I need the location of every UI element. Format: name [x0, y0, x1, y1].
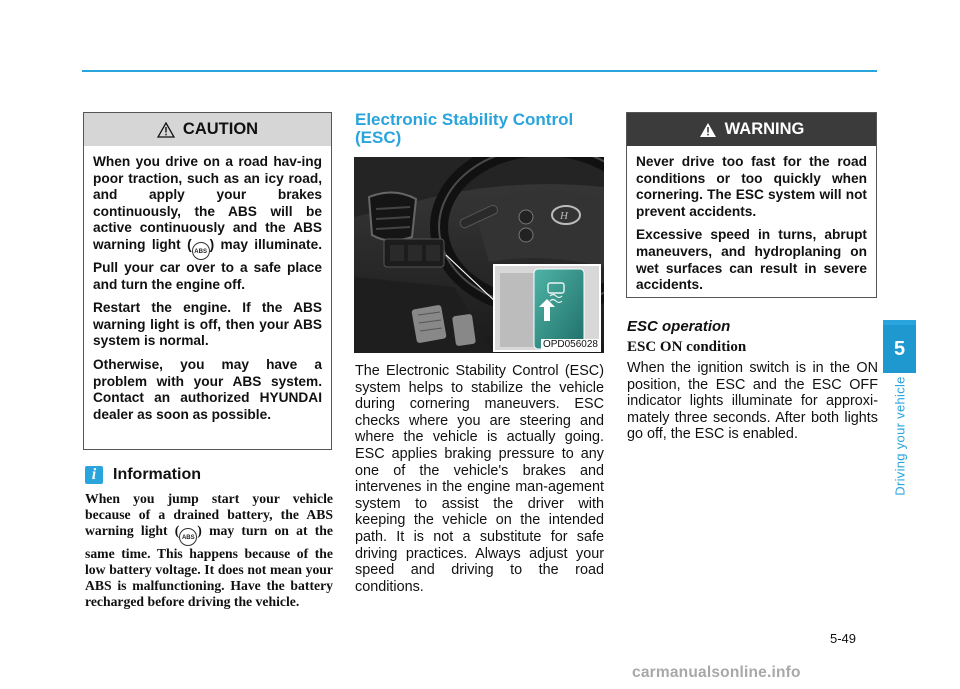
svg-text:H: H [560, 210, 568, 222]
top-divider [82, 70, 877, 72]
esc-button-photo [354, 157, 604, 353]
chapter-label: Driving your vehicle [892, 375, 907, 496]
caution-paragraph-3: Otherwise, you may have a problem with your ABS system. Contact an authorized HYUNDAI dealer as soon as possible. [93, 356, 322, 422]
information-text: When you jump start your vehicle because of a drained battery, the ABS warning light ( ABS ) may turn on at the same time. This happens because of the low battery voltage. It does not mean your ABS is malfunctioning. Have the battery recharged before driving the vehicle. [85, 491, 333, 609]
image-caption: OPD056028 [542, 339, 598, 350]
caution-title: CAUTION [182, 120, 259, 138]
warning-body [627, 146, 876, 294]
esc-operation-heading: ESC operation [627, 318, 731, 335]
chapter-side-tab [883, 320, 916, 498]
chapter-number: 5 [883, 325, 916, 373]
caution-box [83, 112, 332, 450]
warning-paragraph-2: Excessive speed in turns, abrupt maneuvers, and hydroplaning on wet surfaces can result in severe accidents. [636, 227, 867, 293]
caution-paragraph-2: Restart the engine. If the ABS warning light is off, then your ABS system is normal. [93, 300, 322, 349]
warning-title: WARNING [724, 120, 805, 138]
warning-triangle-icon [699, 122, 717, 138]
dashboard-illustration [354, 157, 604, 353]
caution-paragraph-1: When you drive on a road hav-ing poor traction, such as an icy road, and apply your brakes continuously, the ABS will be active continuously and the ABS warning light ( ABS ) may illuminate. Pull your car over to a safe place and turn the engine off. [93, 154, 322, 292]
esc-on-text: When the ignition switch is in the ON position, the ESC and the ESC OFF indicator lights illuminate for approxi-mately three seconds. After both lights go off, the ESC is enabled. [627, 360, 878, 443]
information-title: Information [113, 466, 201, 483]
warning-paragraph-1: Never drive too fast for the road conditions or too quickly when cornering. The ESC system will not prevent accidents. [636, 154, 867, 219]
caution-body [84, 146, 331, 423]
abs-warning-icon: ABS [179, 528, 197, 546]
abs-warning-icon: ABS [192, 242, 210, 260]
caution-header [84, 113, 331, 146]
chapter-label-box [883, 373, 916, 498]
info-icon: i [85, 466, 103, 484]
warning-header [627, 113, 876, 146]
warning-box [626, 112, 877, 298]
esc-body-text: The Electronic Stability Control (ESC) system helps to stabilize the vehicle during cornering maneuvers. ESC checks where you are steering and where the vehicle is actually going. ESC applies braking pressure to any one of the vehicle's brakes and intervenes in the engine man-agement system to assist the driver with keeping the vehicle on the intended path. It is not a substitute for safe driving practices. Always adjust your speed and driving to the road conditions. [355, 363, 604, 595]
information-header [85, 466, 201, 484]
page-number: 5-49 [830, 631, 857, 646]
esc-on-subheading: ESC ON condition [627, 339, 747, 355]
caution-triangle-icon [157, 122, 175, 138]
esc-section-title: Electronic Stability Control (ESC) [355, 110, 574, 147]
watermark[interactable]: carmanualsonline.info [632, 664, 801, 681]
